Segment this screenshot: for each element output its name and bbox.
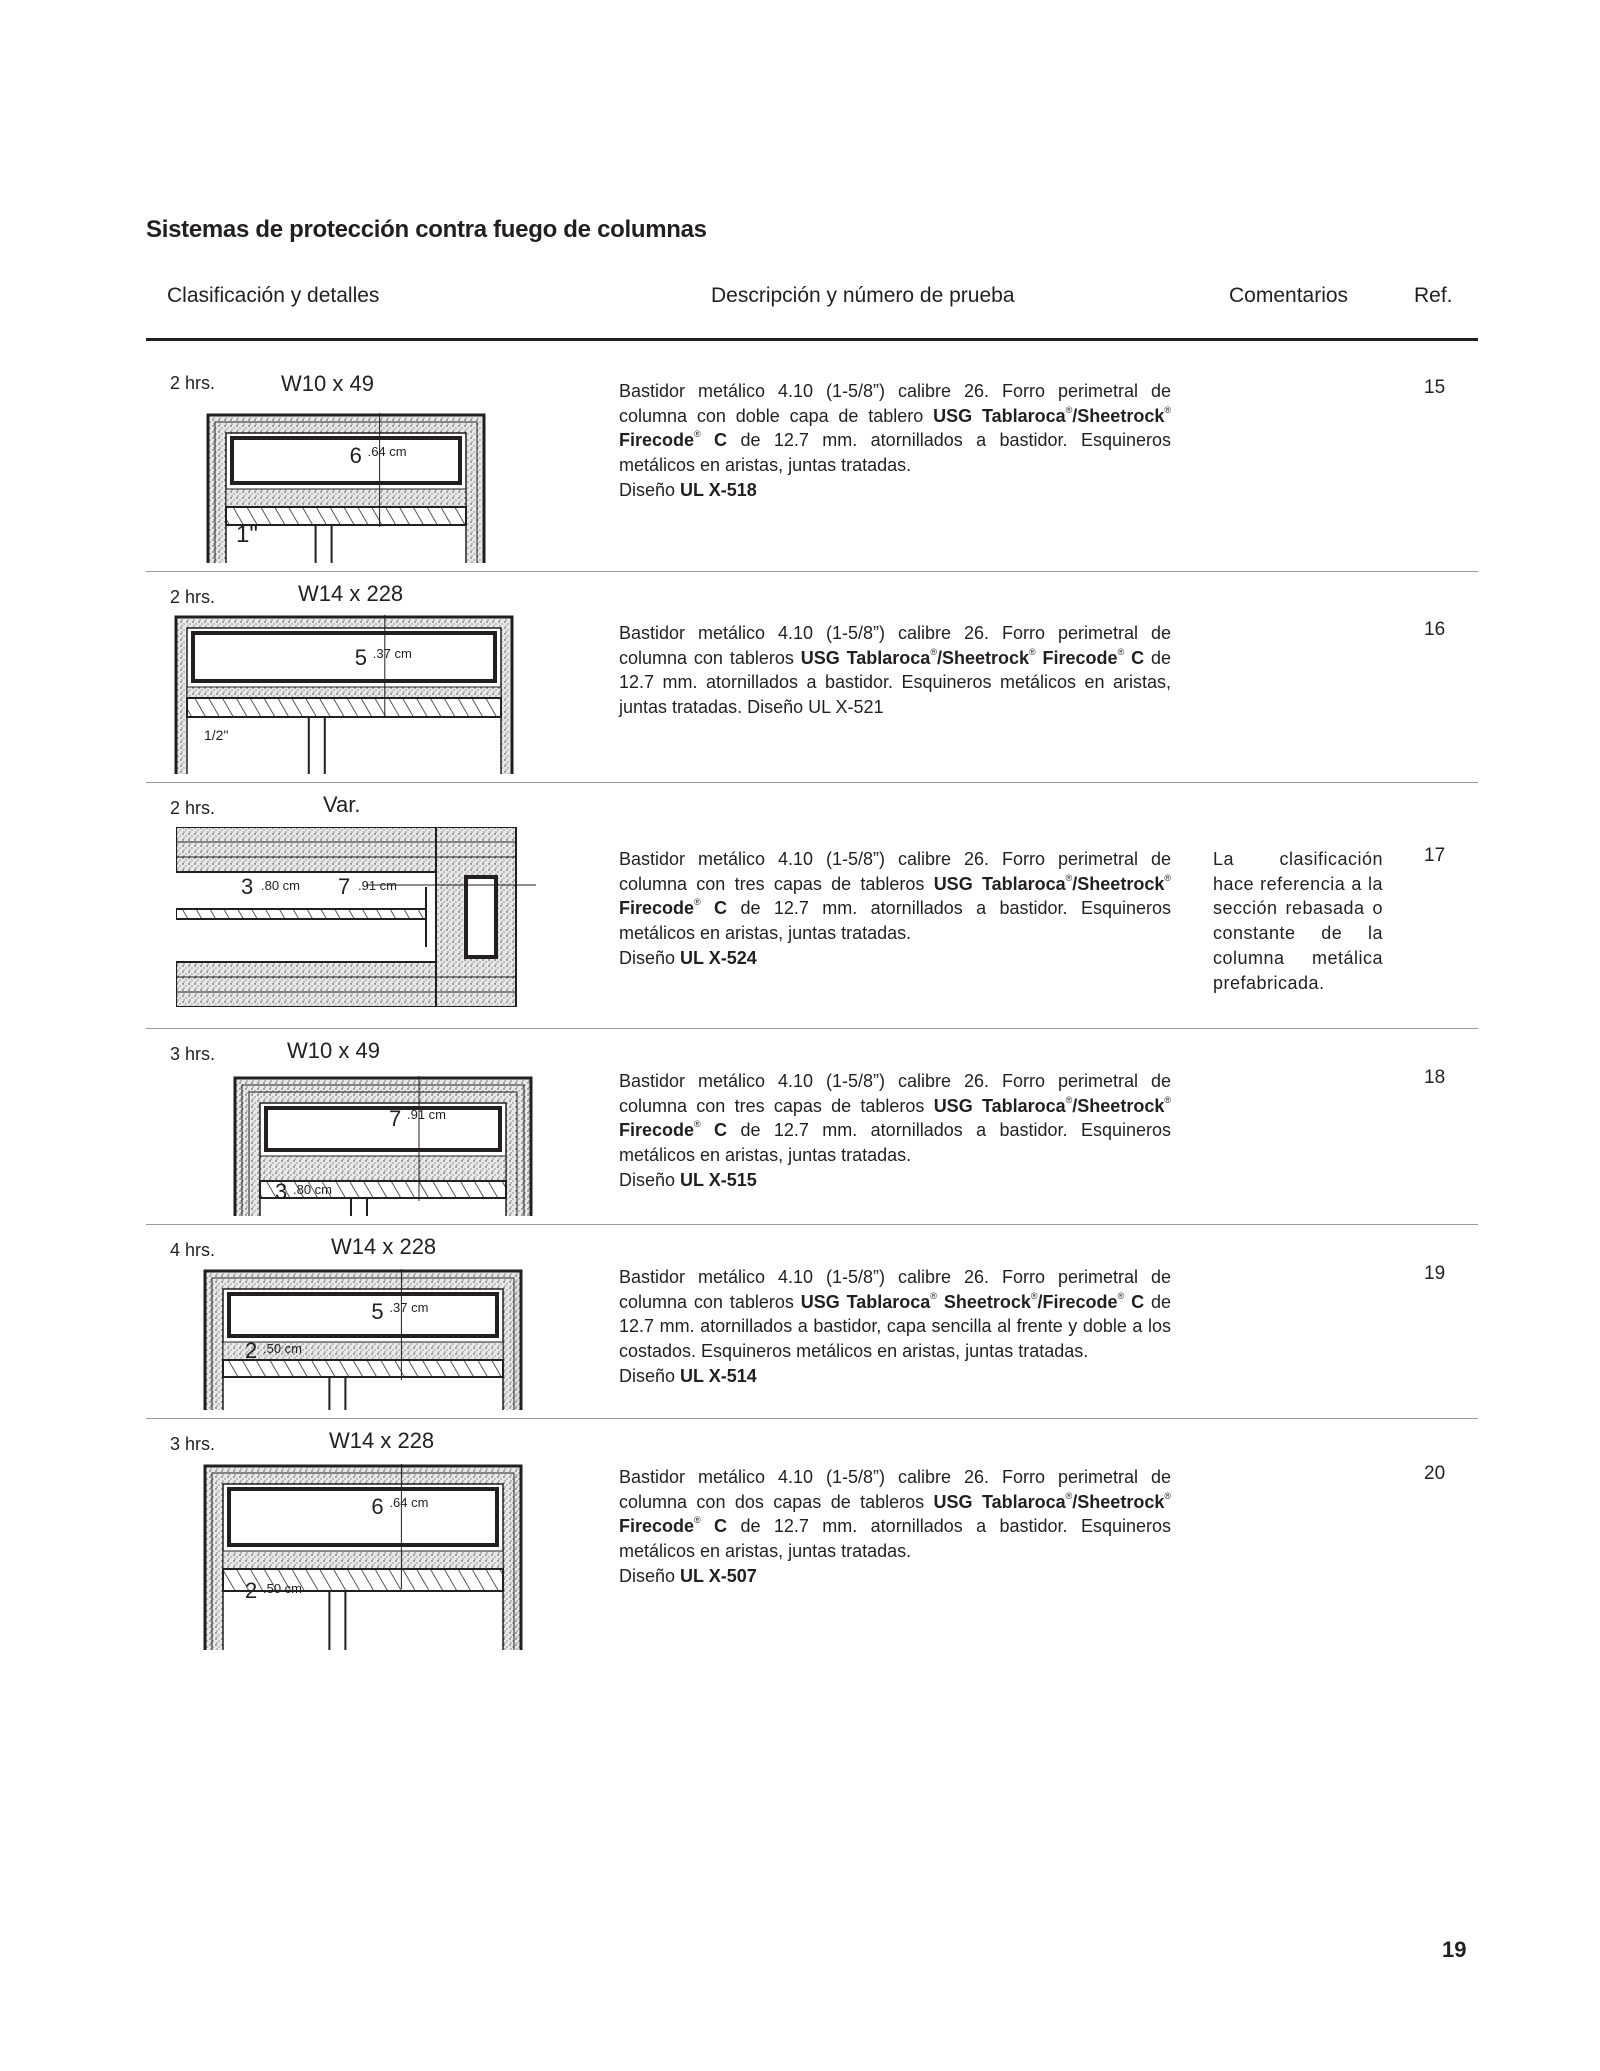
registered-mark: ® — [930, 1290, 937, 1301]
dimension-unit: .64 cm — [367, 444, 407, 459]
column-section-drawing — [176, 827, 536, 1007]
column-section-label: W10 x 49 — [281, 371, 374, 396]
rating-hours: 3 hrs. — [170, 1434, 216, 1454]
description-text: Bastidor metálico 4.10 (1-5/8”) calibre 26. Forro perimetral de columna con tableros — [619, 1267, 1171, 1312]
registered-mark: ® — [1065, 1094, 1073, 1105]
rating-hours: 2 hrs. — [170, 373, 216, 393]
dimension-value: 5 — [354, 645, 368, 670]
dimension-unit: .91 cm — [407, 1107, 447, 1122]
registered-mark: ® — [1029, 646, 1036, 657]
registered-mark: ® — [1164, 872, 1171, 883]
bold-text: USG Tablaroca — [933, 1095, 1066, 1116]
bold-text: USG Tablaroca — [800, 1291, 931, 1312]
description — [619, 1265, 1171, 1389]
registered-mark: ® — [1164, 1094, 1171, 1105]
side-dimension-unit: .50 cm — [263, 1341, 303, 1356]
dimension-value: 6 — [349, 443, 362, 468]
column-section-label: W14 x 228 — [298, 581, 404, 606]
description-text: Diseño — [619, 947, 681, 968]
bold-text: /Sheetrock — [1072, 873, 1165, 894]
bold-text: C — [1124, 1291, 1145, 1312]
description-text: Diseño — [619, 1365, 681, 1386]
page-number: 19 — [1442, 1937, 1467, 1962]
bold-text: USG Tablaroca — [933, 405, 1066, 426]
table-row — [146, 571, 1478, 783]
header-classification: Clasificación y detalles — [167, 284, 380, 307]
bold-text: C — [1124, 647, 1145, 668]
page-title: Sistemas de protección contra fuego de columnas — [146, 216, 707, 243]
bold-text: /Firecode — [1037, 1291, 1118, 1312]
description-text: de 12.7 mm. atornillados a bastidor. Esquineros metálicos en aristas, juntas tratadas. — [619, 1120, 1171, 1166]
description-text: Diseño — [619, 479, 681, 500]
description-text: de 12.7 mm. atornillados a bastidor. Esquineros metálicos en aristas, juntas tratadas. — [619, 898, 1171, 944]
bold-text: C — [700, 898, 728, 919]
side-dimension: 1/2" — [204, 727, 229, 743]
bold-text: UL X-518 — [680, 479, 757, 500]
dimension-unit: .80 cm — [261, 878, 301, 893]
column-section-drawing — [203, 1464, 523, 1650]
column-section-label: W14 x 228 — [331, 1234, 437, 1259]
dimension-value: 5 — [371, 1299, 384, 1324]
bold-text: Firecode — [1035, 647, 1118, 668]
column-section-label: W14 x 228 — [329, 1428, 435, 1453]
registered-mark: ® — [694, 1119, 701, 1130]
rating-hours: 4 hrs. — [170, 1240, 216, 1260]
side-dimension-value: 3 — [275, 1179, 288, 1204]
dimension-unit: .91 cm — [358, 878, 398, 893]
registered-mark: ® — [1117, 646, 1125, 657]
rating-hours: 2 hrs. — [170, 798, 216, 818]
rating-hours: 2 hrs. — [170, 587, 216, 607]
bold-text: USG Tablaroca — [800, 647, 931, 668]
bold-text: USG Tablaroca — [933, 873, 1066, 894]
description-text: Diseño — [619, 1169, 681, 1190]
description — [619, 621, 1171, 720]
bold-text: Firecode — [619, 1120, 695, 1141]
header-ref: Ref. — [1414, 284, 1453, 307]
bold-text: Firecode — [619, 1516, 695, 1537]
description-text: Bastidor metálico 4.10 (1-5/8”) calibre 26. Forro perimetral de columna con tres capas de tableros — [619, 849, 1171, 894]
description-text: de 12.7 mm. atornillados a bastidor, capa sencilla al frente y doble a los costados. Esquineros metálicos en aristas, juntas tratadas. — [619, 1291, 1171, 1362]
registered-mark: ® — [1065, 872, 1073, 883]
description-text: de 12.7 mm. atornillados a bastidor. Esquineros metálicos en aristas, juntas tratadas. — [619, 1516, 1171, 1562]
table-row — [146, 1028, 1478, 1225]
reference-number: 17 — [1424, 845, 1446, 866]
registered-mark: ® — [1164, 1490, 1171, 1501]
description-text: Diseño — [619, 1565, 681, 1586]
bold-text: UL X-524 — [680, 947, 757, 968]
column-section-label: W10 x 49 — [287, 1038, 380, 1063]
description-text: Bastidor metálico 4.10 (1-5/8”) calibre 26. Forro perimetral de columna con tableros — [619, 623, 1171, 668]
description — [619, 847, 1171, 971]
registered-mark: ® — [694, 429, 701, 440]
table-row — [146, 782, 1478, 1029]
registered-mark: ® — [1065, 1490, 1073, 1501]
description — [619, 1465, 1171, 1589]
description-text: de 12.7 mm. atornillados a bastidor. Esquineros metálicos en aristas, juntas tratadas. Diseño UL X-521 — [619, 647, 1171, 718]
reference-number: 19 — [1424, 1263, 1446, 1284]
bold-text: UL X-507 — [680, 1565, 757, 1586]
bold-text: /Sheetrock — [1072, 1095, 1165, 1116]
reference-number: 15 — [1424, 377, 1446, 398]
side-dimension-unit: .50 cm — [263, 1581, 303, 1596]
dimension-value: 6 — [371, 1494, 384, 1519]
bold-text: UL X-514 — [680, 1365, 757, 1386]
registered-mark: ® — [1065, 404, 1073, 415]
header-comments: Comentarios — [1229, 284, 1349, 307]
bold-text: C — [700, 1120, 728, 1141]
registered-mark: ® — [930, 646, 937, 657]
bold-text: /Sheetrock — [936, 647, 1030, 668]
bold-text: Firecode — [619, 898, 695, 919]
registered-mark: ® — [694, 1515, 701, 1526]
registered-mark: ® — [1030, 1290, 1038, 1301]
bold-text: Firecode — [619, 430, 695, 451]
registered-mark: ® — [1164, 404, 1171, 415]
bold-text: UL X-515 — [680, 1169, 757, 1190]
side-dimension-value: 2 — [245, 1578, 258, 1603]
side-dimension-value: 2 — [245, 1338, 258, 1363]
dimension-unit: .37 cm — [372, 646, 412, 661]
description-text: Bastidor metálico 4.10 (1-5/8”) calibre 26. Forro perimetral de columna con tres capas de tableros — [619, 1071, 1171, 1116]
reference-number: 16 — [1424, 619, 1446, 640]
table-row — [146, 1224, 1478, 1419]
bold-text: USG Tablaroca — [933, 1491, 1066, 1512]
dimension-value: 3 — [241, 874, 254, 899]
column-section-label: Var. — [323, 792, 361, 817]
bold-text: /Sheetrock — [1072, 1491, 1165, 1512]
bold-text: /Sheetrock — [1072, 405, 1165, 426]
description — [619, 379, 1171, 503]
header-description: Descripción y número de prueba — [711, 284, 1015, 307]
rating-hours: 3 hrs. — [170, 1044, 216, 1064]
description-text: de 12.7 mm. atornillados a bastidor. Esquineros metálicos en aristas, juntas tratadas. — [619, 430, 1171, 476]
bold-text: C — [700, 430, 728, 451]
bold-text: Sheetrock — [936, 1291, 1031, 1312]
description-text: Bastidor metálico 4.10 (1-5/8”) calibre 26. Forro perimetral de columna con doble capa de tablero — [619, 381, 1171, 426]
column-section-drawing — [174, 615, 514, 774]
description-text: Bastidor metálico 4.10 (1-5/8”) calibre 26. Forro perimetral de columna con dos capas de tableros — [619, 1467, 1171, 1512]
dimension-unit: .64 cm — [389, 1495, 429, 1510]
registered-mark: ® — [1117, 1290, 1125, 1301]
registered-mark: ® — [694, 897, 701, 908]
table-row — [146, 341, 1478, 572]
reference-number: 18 — [1424, 1067, 1446, 1088]
dimension-value: 7 — [389, 1106, 402, 1131]
bold-text: C — [700, 1516, 728, 1537]
dimension-unit: .37 cm — [389, 1300, 429, 1315]
reference-number: 20 — [1424, 1463, 1446, 1484]
dimension-value: 7 — [338, 874, 351, 899]
side-dimension-unit: .80 cm — [293, 1182, 333, 1197]
side-dimension: 1" — [236, 521, 258, 548]
table-row — [146, 1418, 1478, 1658]
comment: La clasificación hace referencia a la sección rebasada o constante de la columna metálica prefabricada. — [1213, 849, 1383, 993]
description — [619, 1069, 1171, 1193]
